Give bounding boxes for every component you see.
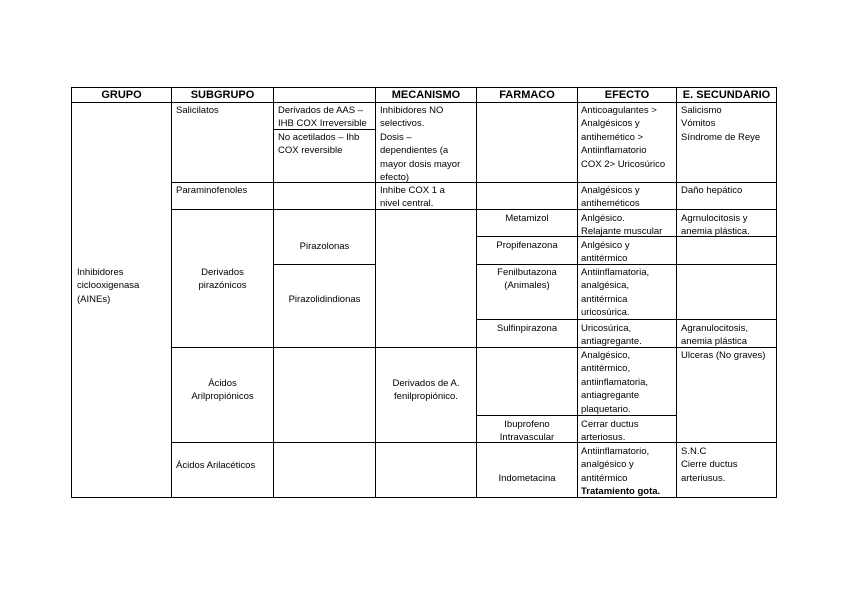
sulfinpirazona-farmaco: Sulfinpirazona: [496, 323, 558, 334]
row-rule: [171, 442, 777, 443]
pirazolonas-label: Pirazolonas: [299, 241, 350, 252]
subgrupo-arilpropionicos: Ácidos Arilpropiónicos: [191, 378, 254, 403]
row-rule: [273, 264, 375, 265]
fenilbutazona-efecto: Antiinflamatoria, analgésica, antitérmica uricosúrica.: [581, 267, 650, 319]
propifenazona-efecto: Anlgésico y antitérmico: [581, 240, 630, 265]
grupo-cell: Inhibidores ciclooxigenasa (AINEs): [77, 267, 140, 305]
header-grupo: GRUPO: [101, 89, 142, 101]
ibuprofeno-farmaco: Ibuprofeno Intravascular: [499, 419, 555, 444]
indometacina-efecto-gota: Tratamiento gota.: [581, 486, 661, 497]
subgrupo-arilaceticos: Ácidos Arilacéticos: [176, 460, 256, 471]
fenilbutazona-farmaco: Fenilbutazona (Animales): [497, 267, 557, 292]
pirazolidindionas-label: Pirazolidindionas: [288, 294, 361, 305]
table-border-left: [71, 87, 72, 498]
indometacina-efecto: Antiinflamatorio, analgésico y antitérmico: [581, 446, 650, 484]
salicilatos-mecanismo: Inhibidores NO selectivos. Dosis – dependientes (a mayor dosis mayor efecto): [380, 105, 461, 184]
column-rule: [375, 87, 376, 498]
arilpropionicos-secundario: Ulceras (No graves): [681, 350, 766, 361]
header-farmaco: FARMACO: [499, 89, 555, 101]
arilpropionicos-efecto: Analgésico, antitérmico, antiinflamatoria, antiagregante plaquetario.: [581, 350, 649, 415]
sulfinpirazona-efecto: Uricosúrica, antiagregante.: [581, 323, 642, 348]
header-rule: [71, 102, 777, 103]
indometacina-secundario: S.N.C Cierre ductus arteriusus.: [681, 446, 738, 484]
column-rule: [676, 87, 677, 498]
header-subgrupo: SUBGRUPO: [190, 89, 255, 101]
column-rule: [577, 87, 578, 498]
metamizol-efecto: Anlgésico. Relajante muscular: [581, 213, 663, 238]
subgrupo-pirazonicos: Derivados pirazónicos: [198, 267, 247, 292]
subgrupo-salicilatos: Salicilatos: [176, 105, 219, 116]
metamizol-secundario: Agrnulocitosis y anemia plástica.: [681, 213, 750, 238]
table-border-top: [71, 87, 777, 88]
salicilatos-efecto: Anticoagulantes > Analgésicos y antihemético > Antiinflamatorio COX 2> Uricosúrico: [581, 105, 666, 170]
table-border-right: [776, 87, 777, 498]
paraminofenoles-secundario: Daño hepático: [681, 185, 743, 196]
subgrupo-paraminofenoles: Paraminofenoles: [176, 185, 248, 196]
salicilatos-secundario: Salicismo Vómitos Síndrome de Reye: [681, 105, 761, 143]
ibuprofeno-efecto: Cerrar ductus arteriosus.: [581, 419, 639, 444]
header-secundario: E. SECUNDARIO: [682, 89, 771, 101]
indometacina-farmaco: Indometacina: [498, 473, 556, 484]
propifenazona-farmaco: Propifenazona: [496, 240, 558, 251]
salicilatos-tipo-1: Derivados de AAS – IHB COX Irreversible: [278, 105, 367, 130]
paraminofenoles-efecto: Analgésicos y antiheméticos: [581, 185, 640, 210]
arilpropionicos-mecanismo: Derivados de A. fenilpropiónico.: [392, 378, 460, 403]
header-efecto: EFECTO: [604, 89, 650, 101]
header-mecanismo: MECANISMO: [391, 89, 461, 101]
salicilatos-tipo-2: No acetilados – Ihb COX reversible: [278, 132, 360, 157]
paraminofenoles-mecanismo: Inhibe COX 1 a nivel central.: [380, 185, 445, 210]
sulfinpirazona-secundario: Agranulocitosis, anemia plástica: [681, 323, 749, 348]
metamizol-farmaco: Metamizol: [505, 213, 549, 224]
